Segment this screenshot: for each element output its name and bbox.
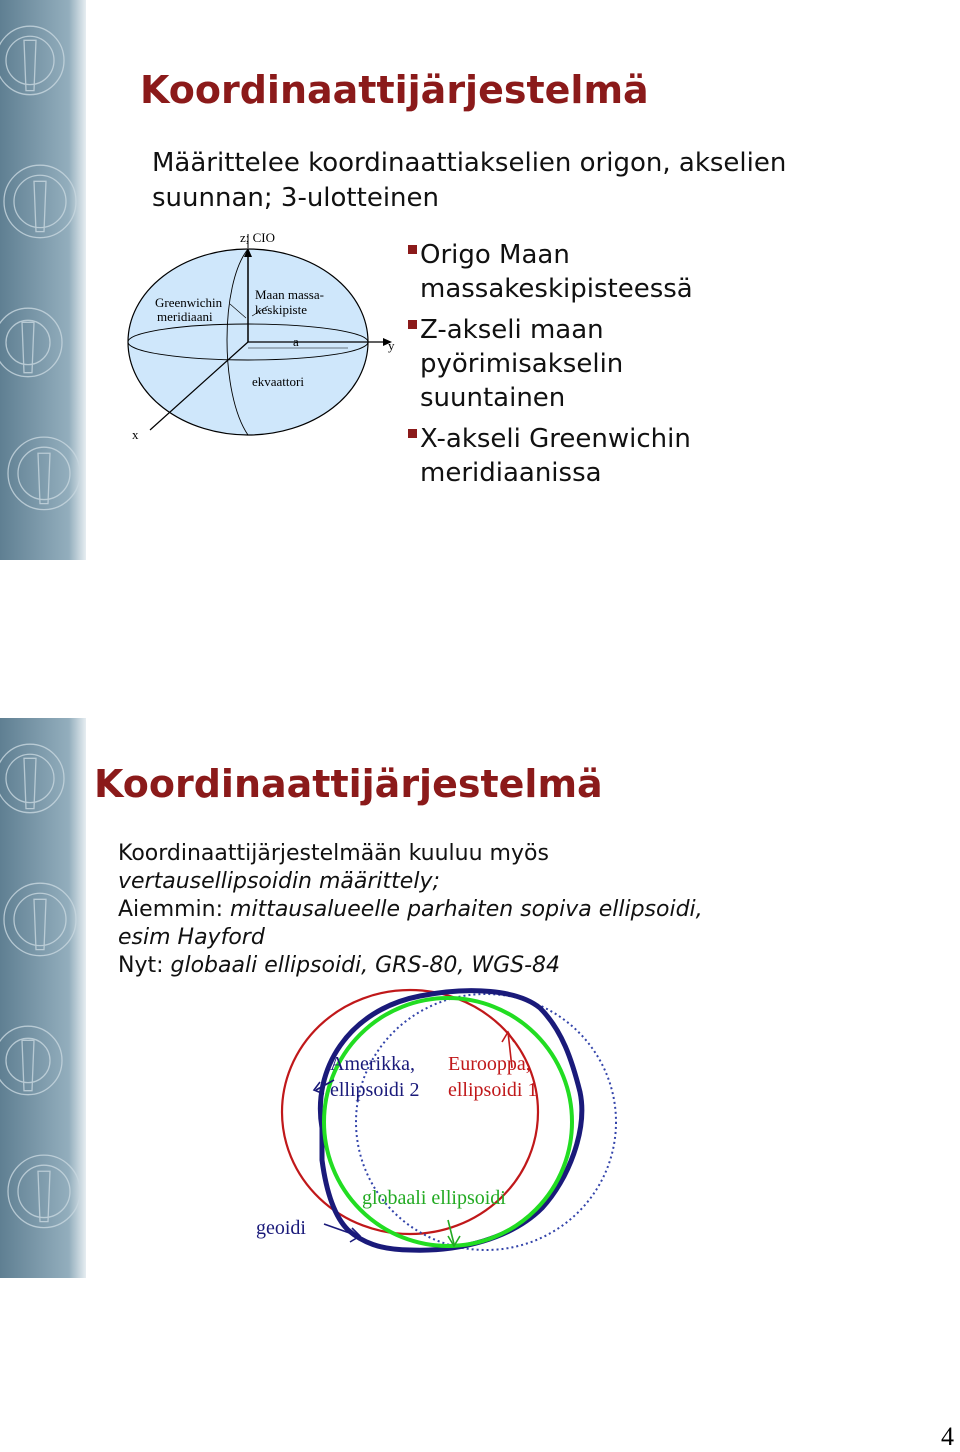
z-axis-label: z; CIO [240,230,276,245]
mass-center-label-line1: Maan massa- [255,287,324,302]
radius-a-label: a [293,334,299,349]
bullet-list [406,238,736,497]
eurooppa-label-line1: Eurooppa, [448,1053,531,1075]
global-ellipsoid-label: globaali ellipsoidi [362,1187,506,1209]
mass-center-label-line2: keskipiste [255,302,307,317]
square-bullet-icon [408,245,417,254]
bullet-item-origin: Origo Maan massakeskipisteessä [406,238,736,306]
slide-1 [0,0,960,560]
body-line-4: esim Hayford [118,925,265,950]
ellipsoid-1-dotted [356,994,616,1250]
greenwich-label-line2: meridiaani [157,309,213,324]
square-bullet-icon [408,320,417,329]
decorative-side-strip [0,0,86,560]
page-number: 4 [941,1422,954,1451]
decorative-side-strip [0,718,86,1278]
y-axis-label: y [388,338,395,353]
bullet-item-x-axis: X-akseli Greenwichin meridiaanissa [406,422,736,490]
slide-2 [0,718,960,1278]
body-line-3: Aiemmin: mittausalueelle parhaiten sopiva ellipsoidi, [118,897,703,922]
slide-title: Koordinaattijärjestelmä [140,68,649,112]
eurooppa-label-line2: ellipsoidi 1 [448,1079,538,1101]
square-bullet-icon [408,429,417,438]
equator-label: ekvaattori [252,374,304,389]
lead-text: Määrittelee koordinaattiakselien origon, akselien suunnan; 3-ulotteinen [152,148,787,213]
body-line-2: vertausellipsoidin määrittely; [118,869,440,894]
body-line-1: Koordinaattijärjestelmään kuuluu myös [118,841,549,866]
greenwich-label-line1: Greenwichin [155,295,223,310]
slide-title: Koordinaattijärjestelmä [94,762,603,806]
bullet-item-z-axis: Z-akseli maan pyörimisakselin suuntainen [406,313,736,415]
coordinate-system-diagram [120,224,410,454]
ellipsoid-comparison-diagram [250,980,630,1270]
body-line-5: Nyt: globaali ellipsoidi, GRS-80, WGS-84 [118,953,561,978]
amerikka-label-line2: ellipsoidi 2 [330,1079,420,1101]
amerikka-label-line1: Amerikka, [330,1053,415,1075]
geoid-label: geoidi [256,1217,306,1239]
seal-pattern-icon [0,0,86,560]
slide-body [118,840,918,980]
seal-pattern-icon [0,718,86,1278]
x-axis-label: x [132,427,139,442]
